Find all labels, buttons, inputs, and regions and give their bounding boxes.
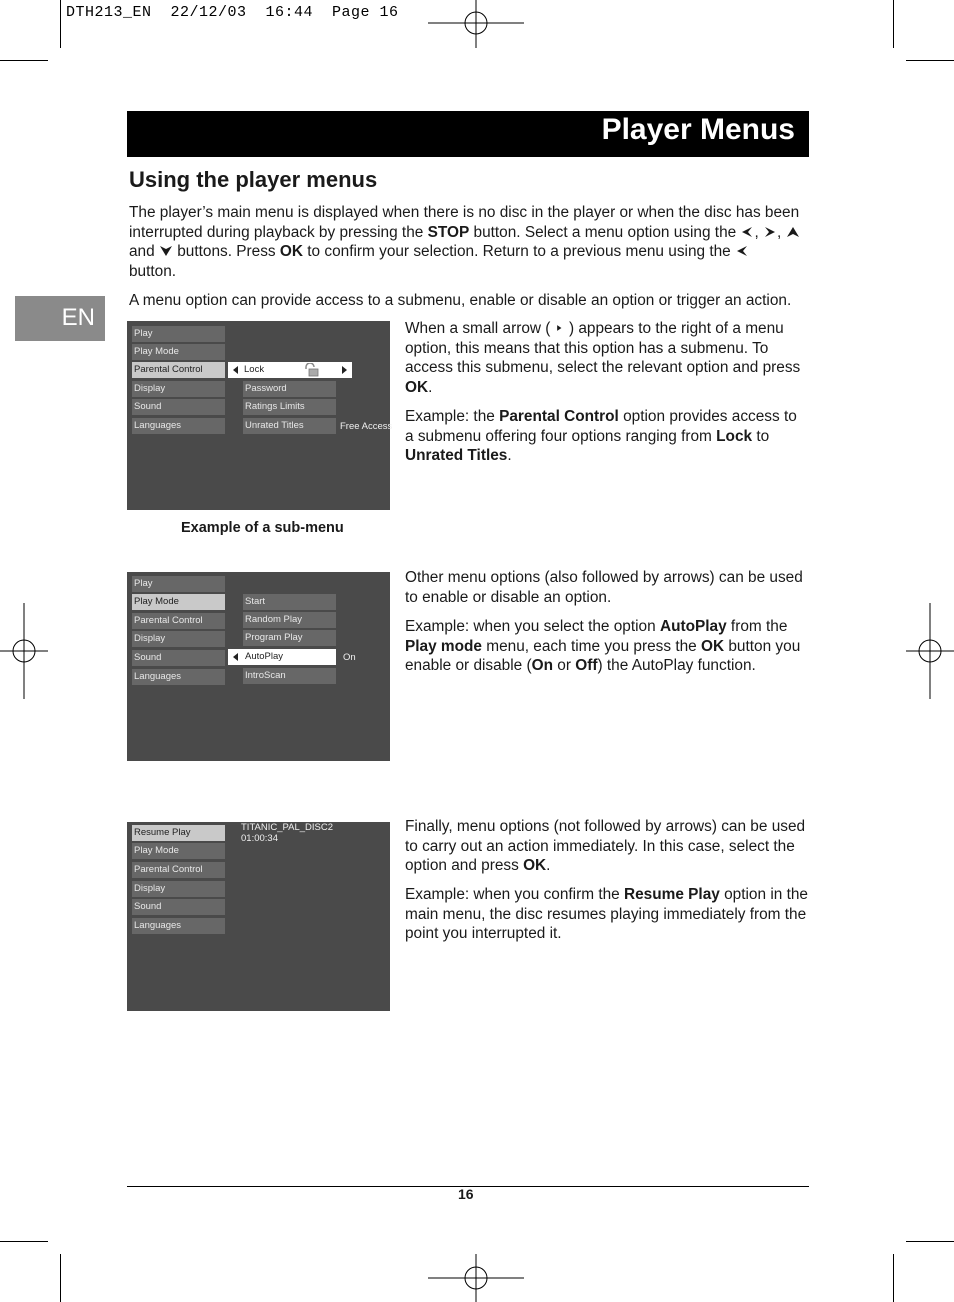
action-screen-example (127, 822, 390, 1011)
menu-item-resume-play[interactable]: Resume Play (132, 825, 225, 841)
left-arrow-icon (740, 226, 754, 238)
submenu-example: Example: the Parental Control option provides access to a submenu offering four options ranging from Lock to Unrated Titles. (405, 408, 797, 465)
right-arrow-icon (763, 226, 777, 238)
disc-name: TITANIC_PAL_DISC2 (241, 822, 334, 833)
left-arrow-icon (233, 653, 238, 661)
submenu-item-program-play[interactable]: Program Play (243, 630, 336, 646)
submenu-item-start[interactable]: Start (243, 594, 336, 610)
submenu-item-unrated-titles[interactable]: Unrated Titles (243, 418, 336, 434)
action-example: Example: when you confirm the Resume Play option in the main menu, the disc resumes playing immediately from the point you interrupted it. (405, 886, 808, 943)
crop-mark (893, 1254, 894, 1302)
crop-mark (60, 1254, 61, 1302)
menu-item-display[interactable]: Display (132, 381, 225, 397)
language-tab (15, 296, 105, 341)
option-value: Free Access (340, 421, 393, 432)
crop-mark (906, 60, 954, 61)
menu-item-sound[interactable]: Sound (132, 650, 225, 666)
menu-item-parental-control[interactable]: Parental Control (132, 362, 225, 378)
menu-item-play-mode[interactable]: Play Mode (132, 843, 225, 859)
page-number: 16 (458, 1186, 474, 1202)
toggle-explanation: Other menu options (also followed by arrows) can be used to enable or disable an option. (405, 569, 803, 606)
submenu-screen-example (127, 321, 393, 510)
submenu-item-password[interactable]: Password (243, 381, 336, 397)
submenu-item-lock-label: Lock (244, 364, 265, 375)
registration-mark (0, 603, 48, 699)
menu-item-play-mode[interactable]: Play Mode (132, 344, 225, 360)
menu-item-play[interactable]: Play (132, 326, 225, 342)
menu-item-display[interactable]: Display (132, 631, 225, 647)
down-arrow-icon (159, 245, 173, 257)
option-value: On (343, 652, 356, 663)
registration-mark (428, 0, 524, 48)
menu-item-parental-control[interactable]: Parental Control (132, 613, 225, 629)
submenu-item-introscan[interactable]: IntroScan (243, 668, 336, 684)
padlock-icon (303, 363, 319, 377)
registration-mark (906, 603, 954, 699)
crop-mark (0, 60, 48, 61)
menu-item-languages[interactable]: Languages (132, 418, 225, 434)
submenu-item-autoplay-label: AutoPlay (245, 651, 284, 662)
toggle-example: Example: when you select the option AutoPlay from the Play mode menu, each time you press the OK button you enable or disable (On or Off) the AutoPlay function. (405, 618, 801, 675)
menu-item-play-mode[interactable]: Play Mode (132, 594, 225, 610)
right-arrow-icon (342, 366, 347, 374)
title-bar (127, 111, 809, 157)
left-arrow-icon (233, 366, 238, 374)
submenu-item-autoplay[interactable] (228, 649, 336, 665)
crop-mark (906, 1241, 954, 1242)
menu-item-display[interactable]: Display (132, 881, 225, 897)
crop-mark (0, 1241, 48, 1242)
menu-item-languages[interactable]: Languages (132, 918, 225, 934)
submenu-item-ratings-limits[interactable]: Ratings Limits (243, 399, 336, 415)
crop-mark (60, 0, 61, 48)
up-arrow-icon (786, 226, 800, 238)
menu-item-parental-control[interactable]: Parental Control (132, 862, 225, 878)
figure-caption: Example of a sub-menu (181, 520, 344, 536)
toggle-screen-example (127, 572, 390, 761)
intro-paragraph-2: A menu option can provide access to a submenu, enable or disable an option or trigger an action. (129, 292, 792, 309)
action-explanation: Finally, menu options (not followed by arrows) can be used to carry out an action immediately. In this case, select the option and press OK. (405, 818, 806, 875)
menu-item-sound[interactable]: Sound (132, 399, 225, 415)
intro-paragraph: The player’s main menu is displayed when there is no disc in the player or when the disc has been interrupted during playback by pressing the STOP button. Select a menu option using the , , and buttons. Press OK to confirm your selection. Return to a previous menu using the button. (129, 204, 800, 280)
left-arrow-icon (735, 245, 749, 257)
language-tab-label: EN (61, 304, 95, 331)
page-title: Player Menus (601, 113, 795, 146)
submenu-explanation: When a small arrow ( ) appears to the right of a menu option, this means that this option has a submenu. To access this submenu, select the relevant option and press OK. (405, 320, 801, 396)
print-header: DTH213_EN 22/12/03 16:44 Page 16 (66, 4, 399, 21)
submenu-item-random-play[interactable]: Random Play (243, 612, 336, 628)
menu-item-languages[interactable]: Languages (132, 669, 225, 685)
section-title: Using the player menus (129, 167, 378, 192)
crop-mark (893, 0, 894, 48)
registration-mark (428, 1254, 524, 1302)
menu-item-sound[interactable]: Sound (132, 899, 225, 915)
submenu-item-lock[interactable] (228, 362, 352, 378)
menu-item-play[interactable]: Play (132, 576, 225, 592)
disc-time: 01:00:34 (241, 833, 278, 844)
right-arrow-icon (555, 322, 565, 334)
